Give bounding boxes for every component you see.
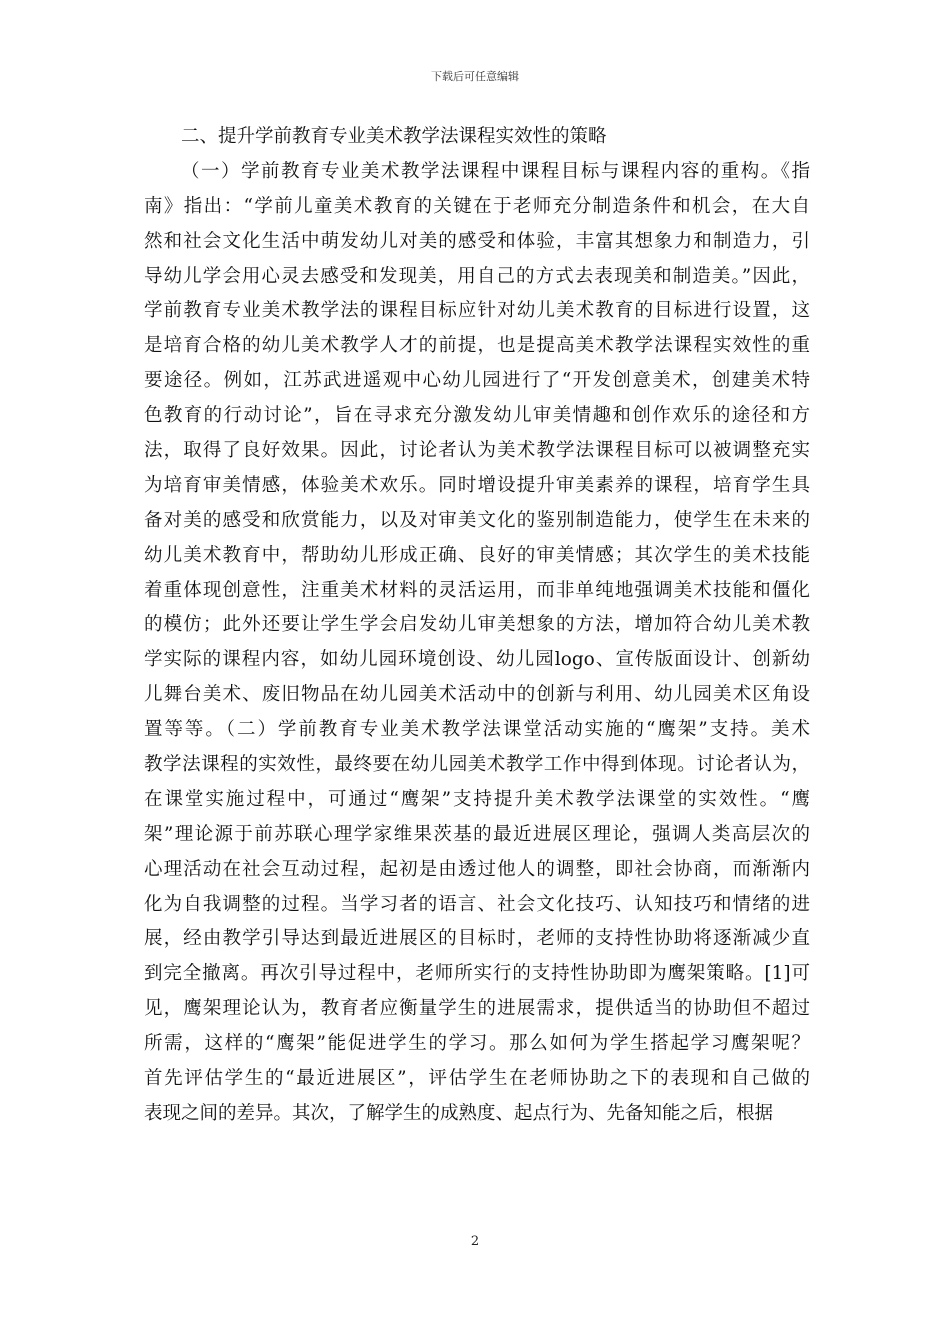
paragraph-line: 教学法课程的实效性，最终要在幼儿园美术教学工作中得到体现。讨论者认为， <box>144 754 810 776</box>
page-header-note: 下载后可任意编辑 <box>431 70 519 83</box>
paragraph-line: 备对美的感受和欣赏能力，以及对审美文化的鉴别制造能力，使学生在未来的 <box>144 509 810 531</box>
paragraph-line: 学实际的课程内容，如幼儿园环境创设、幼儿园logo、宣传版面设计、创新幼 <box>144 649 810 671</box>
paragraph-line: 展，经由教学引导达到最近进展区的目标时，老师的支持性协助将逐渐减少直 <box>144 928 810 950</box>
paragraph-line: 学前教育专业美术教学法的课程目标应针对幼儿美术教育的目标进行设置，这 <box>144 300 810 322</box>
paragraph-line: （一）学前教育专业美术教学法课程中课程目标与课程内容的重构。《指 <box>181 160 810 182</box>
paragraph-line: 的模仿；此外还要让学生学会启发幼儿审美想象的方法，增加符合幼儿美术教 <box>144 614 810 636</box>
paragraph-line: 色教育的行动讨论”，旨在寻求充分激发幼儿审美情趣和创作欢乐的途径和方 <box>144 405 810 427</box>
paragraph-line: 为培育审美情感，体验美术欢乐。同时增设提升审美素养的课程，培育学生具 <box>144 474 810 496</box>
paragraph-line: 到完全撤离。再次引导过程中，老师所实行的支持性协助即为鹰架策略。[1]可 <box>144 963 810 985</box>
paragraph-line: 架”理论源于前苏联心理学家维果茨基的最近进展区理论，强调人类高层次的 <box>144 823 810 845</box>
paragraph-line: 表现之间的差异。其次，了解学生的成熟度、起点行为、先备知能之后，根据 <box>144 1102 774 1124</box>
paragraph-line: 南》指出：“学前儿童美术教育的关键在于老师充分制造条件和机会，在大自 <box>144 195 810 217</box>
paragraph-line: 要途径。例如，江苏武进遥观中心幼儿园进行了“开发创意美术，创建美术特 <box>144 370 810 392</box>
paragraph-line: 然和社会文化生活中萌发幼儿对美的感受和体验，丰富其想象力和制造力，引 <box>144 230 810 252</box>
paragraph-line: 儿舞台美术、废旧物品在幼儿园美术活动中的创新与利用、幼儿园美术区角设 <box>144 684 810 706</box>
paragraph-line: 在课堂实施过程中，可通过“鹰架”支持提升美术教学法课堂的实效性。“鹰 <box>144 788 810 810</box>
paragraph-line: 心理活动在社会互动过程，起初是由透过他人的调整，即社会协商，而渐渐内 <box>144 858 810 880</box>
paragraph-line: 幼儿美术教育中，帮助幼儿形成正确、良好的审美情感；其次学生的美术技能 <box>144 544 810 566</box>
paragraph-line: 着重体现创意性，注重美术材料的灵活运用，而非单纯地强调美术技能和僵化 <box>144 579 810 601</box>
paragraph-line: 首先评估学生的“最近进展区”，评估学生在老师协助之下的表现和自己做的 <box>144 1068 810 1090</box>
paragraph-line: 是培育合格的幼儿美术教学人才的前提，也是提高美术教学法课程实效性的重 <box>144 335 810 357</box>
paragraph-line: 置等等。（二）学前教育专业美术教学法课堂活动实施的“鹰架”支持。美术 <box>144 719 810 741</box>
paragraph-line: 化为自我调整的过程。当学习者的语言、社会文化技巧、认知技巧和情绪的进 <box>144 893 810 915</box>
page-number: 2 <box>470 1234 480 1249</box>
paragraph-line: 所需，这样的“鹰架”能促进学生的学习。那么如何为学生搭起学习鹰架呢？ <box>144 1033 810 1055</box>
section-heading: 二、提升学前教育专业美术教学法课程实效性的策略 <box>181 126 607 147</box>
paragraph-line: 导幼儿学会用心灵去感受和发现美，用自己的方式去表现美和制造美。”因此， <box>144 265 810 287</box>
paragraph-line: 法，取得了良好效果。因此，讨论者认为美术教学法课程目标可以被调整充实 <box>144 440 810 462</box>
paragraph-line: 见，鹰架理论认为，教育者应衡量学生的进展需求，提供适当的协助但不超过 <box>144 998 810 1020</box>
document-body <box>144 120 810 1132</box>
